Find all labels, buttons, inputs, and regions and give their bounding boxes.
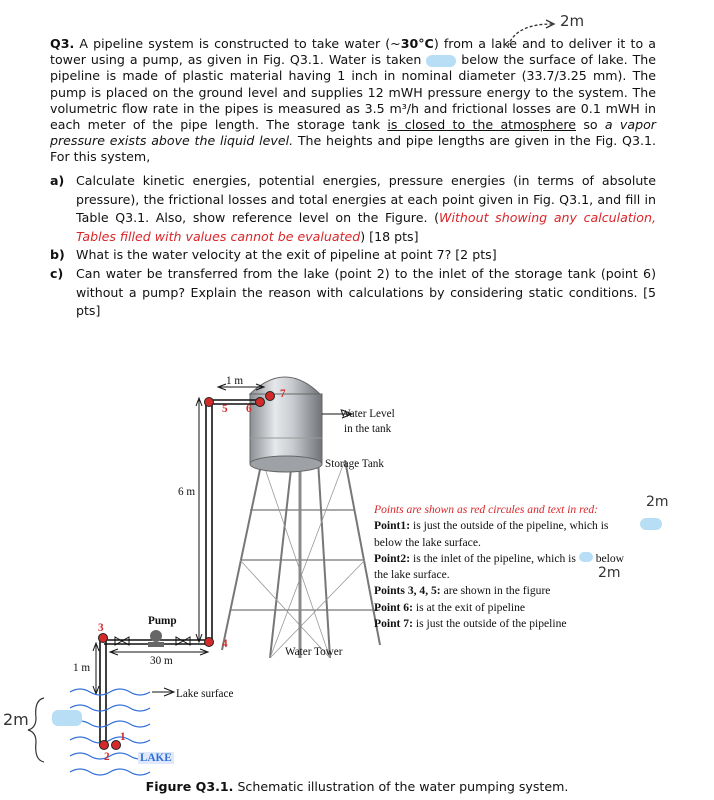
question-text: Q3. A pipeline system is constructed to take water (~30°C) from a lake and to deliver it to a tower using a pump, as given in Fig. Q3.1. Water is taken below the surface of lake. The pipeline is made of plastic material having 1 inch in nominal diameter (33.7/3.25 mm). The pump is placed on the ground level and supplies 12 mWH pressure energy to the system. The volumetric flow rate in the pipes is measured as 3.5 m³/h and frictional losses are 0.1 mWH in each meter of the pipe length. The storage tank is closed to the atmosphere so a vapor pressure exists above the liquid level. The heights and pipe lengths are given in the Fig. Q3.1. For this system, — [50, 36, 656, 165]
point-4 — [205, 638, 214, 647]
dim-1m-left: 1 m — [73, 662, 91, 674]
water-tower — [222, 460, 380, 658]
point-label-1: 1 — [120, 731, 126, 743]
storage-tank-label: Storage Tank — [325, 458, 384, 470]
redaction-blob — [52, 710, 82, 726]
water-tower-label: Water Tower — [285, 646, 343, 658]
question-items — [50, 172, 656, 321]
point-notes: Points are shown as red circules and text in red: Point1: is just the outside of the pipeline, which is below the lake surface. Point2: is the inlet of the pipeline, which is below the lake surface. Points 3, 4, 5: are shown in the figure Point 6: is at the exit of pipeline Point 7: is just the outside of the pipeline — [374, 503, 625, 631]
handwritten-brace — [28, 698, 44, 762]
item-a: a) Calculate kinetic energies, potential energies, pressure energies (in terms of absolute pressure), the frictional losses and total energies at each point given in Fig. Q3.1, and fill in Table Q3.1. Also, show reference level on the Figure. (Without showing any calculation, Tables filled with values cannot be evaluated) [18 pts] — [50, 173, 656, 244]
point-2 — [100, 741, 109, 750]
handwritten-2m-note2: 2m — [598, 565, 621, 581]
point-label-2: 2 — [104, 751, 110, 763]
redaction-blob — [426, 55, 456, 67]
point-6 — [256, 398, 265, 407]
item-b: b) What is the water velocity at the exit of pipeline at point 7? [2 pts] — [50, 247, 497, 263]
lake-label: LAKE — [140, 752, 172, 764]
point-5 — [205, 398, 214, 407]
dim-6m: 6 m — [178, 486, 196, 498]
item-c: c) Can water be transferred from the lake (point 2) to the inlet of the storage tank (point 6) without a pump? Explain the reason with calculations by considering static conditions. [5 pts] — [50, 265, 656, 319]
point-7 — [266, 392, 275, 401]
figure-caption: Figure Q3.1. Schematic illustration of the water pumping system. — [145, 779, 569, 794]
question-label: Q3. — [50, 36, 75, 51]
lake-surface-label: Lake surface — [176, 688, 234, 700]
point-label-5: 5 — [222, 403, 228, 415]
dim-1m-top: 1 m — [226, 375, 244, 387]
point-label-7: 7 — [280, 388, 286, 400]
point-label-3: 3 — [98, 622, 104, 634]
point-label-6: 6 — [246, 403, 252, 415]
redaction-blob — [579, 552, 593, 562]
point-label-4: 4 — [222, 638, 228, 650]
pump-label: Pump — [148, 615, 177, 627]
handwritten-2m-top: 2m — [560, 12, 585, 30]
dim-30m: 30 m — [150, 655, 173, 667]
top-toolbar-strip — [0, 0, 714, 12]
handwritten-2m-left: 2m — [3, 710, 29, 729]
point-3 — [99, 634, 108, 643]
redaction-blob — [640, 518, 662, 530]
water-level-label: Water Level — [340, 408, 395, 420]
water-level-label-2: in the tank — [344, 423, 392, 435]
handwritten-2m-note1: 2m — [646, 494, 669, 510]
storage-tank — [250, 377, 322, 472]
